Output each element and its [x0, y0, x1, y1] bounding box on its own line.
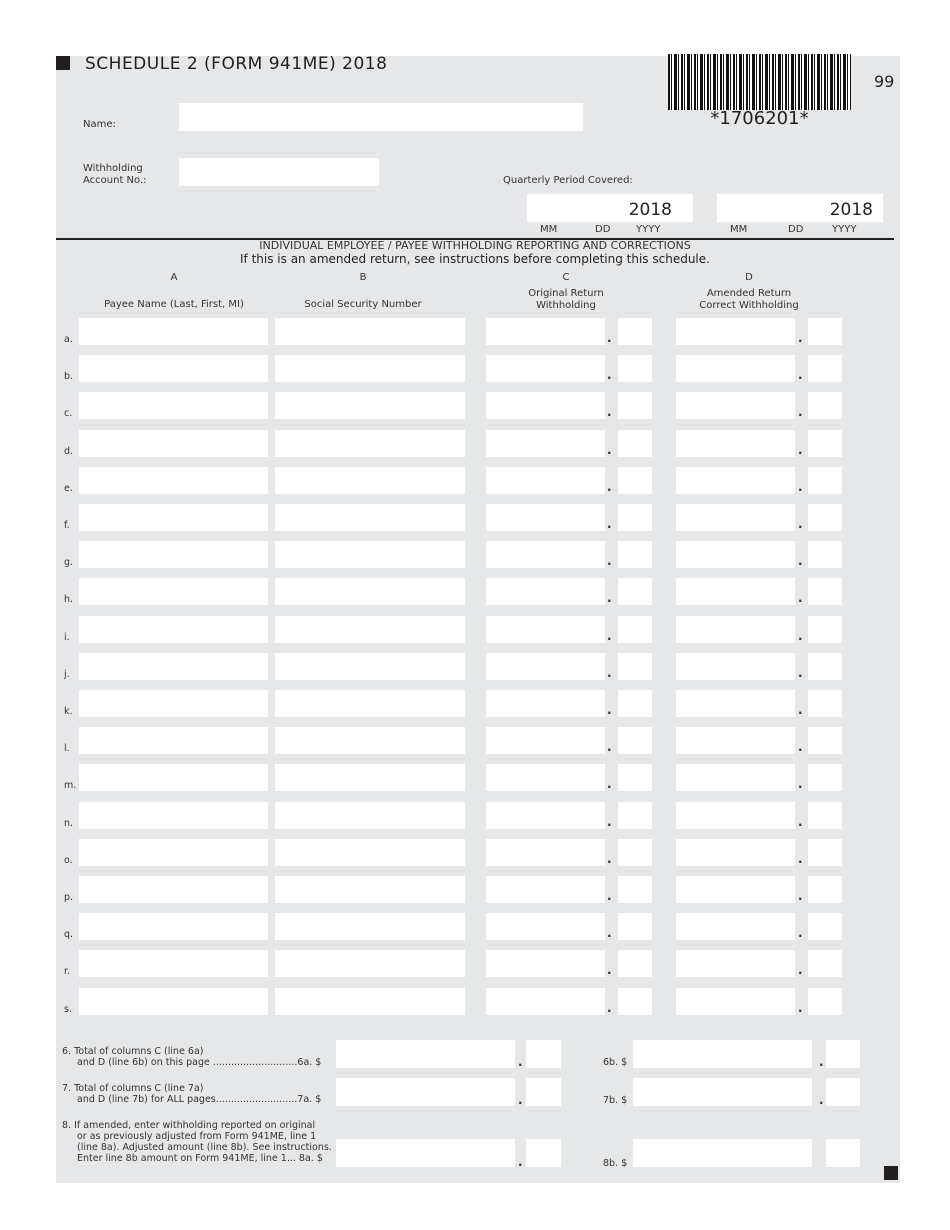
line-8b-dollars[interactable]: [633, 1139, 812, 1167]
original-withholding-dollars[interactable]: [486, 913, 605, 940]
original-withholding-dollars[interactable]: [486, 616, 605, 643]
line-8-text-4: Enter line 8b amount on Form 941ME, line 1... 8a. $: [77, 1153, 323, 1164]
withholding-label-line2: Account No.:: [83, 175, 147, 186]
original-withholding-dollars[interactable]: [486, 876, 605, 903]
original-withholding-decimal: .: [607, 591, 612, 605]
line-6a-cents[interactable]: [526, 1040, 561, 1068]
line-8b-cents[interactable]: [826, 1139, 860, 1167]
amended-withholding-dollars[interactable]: [676, 355, 795, 382]
line-6a-dollars[interactable]: [336, 1040, 515, 1068]
original-withholding-decimal: .: [607, 703, 612, 717]
registration-mark-bottom-right: [884, 1166, 898, 1180]
line-8a-dollars[interactable]: [336, 1139, 515, 1167]
amended-withholding-decimal: .: [798, 889, 803, 903]
form-title: SCHEDULE 2 (FORM 941ME) 2018: [85, 54, 388, 74]
line-6-label: [62, 1046, 321, 1068]
period-start-yyyy: YYYY: [636, 224, 661, 235]
original-withholding-cents[interactable]: [618, 727, 652, 754]
payee-name-field[interactable]: [79, 430, 268, 457]
original-withholding-decimal: .: [607, 554, 612, 568]
line-6-text-2: and D (line 6b) on this page ............................6a. $: [77, 1057, 322, 1068]
original-withholding-decimal: .: [607, 815, 612, 829]
ssn-field[interactable]: [275, 430, 465, 457]
amended-withholding-decimal: .: [798, 405, 803, 419]
original-withholding-decimal: .: [607, 405, 612, 419]
original-withholding-dollars[interactable]: [486, 541, 605, 568]
line-8a-cents[interactable]: [526, 1139, 561, 1167]
section-subtitle: If this is an amended return, see instructions before completing this schedule.: [240, 252, 710, 266]
row-label: i.: [64, 632, 70, 643]
line-6-text-1: 6. Total of columns C (line 6a): [62, 1046, 204, 1057]
original-withholding-cents[interactable]: [618, 764, 652, 791]
row-label: q.: [64, 929, 74, 940]
original-withholding-cents[interactable]: [618, 839, 652, 866]
original-withholding-cents[interactable]: [618, 467, 652, 494]
original-withholding-dollars[interactable]: [486, 802, 605, 829]
payee-name-field[interactable]: [79, 876, 268, 903]
original-withholding-cents[interactable]: [618, 430, 652, 457]
amended-withholding-cents[interactable]: [808, 392, 842, 419]
ssn-field[interactable]: [275, 541, 465, 568]
line-7-text-2: and D (line 7b) for ALL pages...........................7a. $: [77, 1094, 322, 1105]
line-7-text-1: 7. Total of columns C (line 7a): [62, 1083, 204, 1094]
period-end-yyyy: YYYY: [832, 224, 857, 235]
original-withholding-decimal: .: [607, 926, 612, 940]
original-withholding-dollars[interactable]: [486, 690, 605, 717]
ssn-field[interactable]: [275, 467, 465, 494]
original-withholding-cents[interactable]: [618, 988, 652, 1015]
original-withholding-decimal: .: [607, 629, 612, 643]
amended-withholding-dollars[interactable]: [676, 392, 795, 419]
line-6b-label: 6b. $: [603, 1057, 628, 1068]
ssn-field[interactable]: [275, 578, 465, 605]
original-withholding-cents[interactable]: [618, 913, 652, 940]
amended-withholding-dollars[interactable]: [676, 764, 795, 791]
amended-withholding-cents[interactable]: [808, 355, 842, 382]
payee-name-field[interactable]: [79, 950, 268, 977]
column-c-label-line1: Original Return: [528, 288, 604, 299]
ssn-field[interactable]: [275, 988, 465, 1015]
column-d-label-line1: Amended Return: [706, 288, 792, 299]
original-withholding-dollars[interactable]: [486, 839, 605, 866]
amended-withholding-dollars[interactable]: [676, 616, 795, 643]
line-8a-decimal: .: [518, 1155, 523, 1169]
ssn-field[interactable]: [275, 764, 465, 791]
amended-withholding-dollars[interactable]: [676, 727, 795, 754]
amended-withholding-decimal: .: [798, 368, 803, 382]
line-7b-dollars[interactable]: [633, 1078, 812, 1106]
amended-withholding-cents[interactable]: [808, 467, 842, 494]
ssn-field[interactable]: [275, 913, 465, 940]
payee-name-field[interactable]: [79, 467, 268, 494]
period-start-year: 2018: [628, 200, 672, 220]
payee-name-field[interactable]: [79, 578, 268, 605]
amended-withholding-cents[interactable]: [808, 913, 842, 940]
row-label: s.: [64, 1004, 72, 1015]
amended-withholding-dollars[interactable]: [676, 541, 795, 568]
amended-withholding-cents[interactable]: [808, 988, 842, 1015]
line-6a-decimal: .: [518, 1055, 523, 1069]
amended-withholding-decimal: .: [798, 666, 803, 680]
amended-withholding-dollars[interactable]: [676, 690, 795, 717]
amended-withholding-dollars[interactable]: [676, 950, 795, 977]
row-label: j.: [64, 669, 70, 680]
ssn-field[interactable]: [275, 392, 465, 419]
amended-withholding-dollars[interactable]: [676, 913, 795, 940]
amended-withholding-dollars[interactable]: [676, 504, 795, 531]
original-withholding-decimal: .: [607, 852, 612, 866]
original-withholding-dollars[interactable]: [486, 467, 605, 494]
amended-withholding-cents[interactable]: [808, 578, 842, 605]
column-c-letter: C: [562, 272, 570, 283]
amended-withholding-decimal: .: [798, 740, 803, 754]
amended-withholding-decimal: .: [798, 591, 803, 605]
original-withholding-dollars[interactable]: [486, 653, 605, 680]
amended-withholding-dollars[interactable]: [676, 988, 795, 1015]
row-label: b.: [64, 371, 74, 382]
amended-withholding-decimal: .: [798, 517, 803, 531]
payee-name-field[interactable]: [79, 318, 268, 345]
row-label: c.: [64, 408, 73, 419]
amended-withholding-cents[interactable]: [808, 839, 842, 866]
original-withholding-dollars[interactable]: [486, 355, 605, 382]
amended-withholding-decimal: .: [798, 554, 803, 568]
original-withholding-dollars[interactable]: [486, 764, 605, 791]
line-7b-cents[interactable]: [826, 1078, 860, 1106]
payee-name-field[interactable]: [79, 988, 268, 1015]
line-8-text-3: (line 8a). Adjusted amount (line 8b). See instructions.: [77, 1142, 332, 1153]
ssn-field[interactable]: [275, 318, 465, 345]
original-withholding-decimal: .: [607, 740, 612, 754]
payee-name-field[interactable]: [79, 802, 268, 829]
row-label: f.: [64, 520, 70, 531]
original-withholding-decimal: .: [607, 480, 612, 494]
row-label: d.: [64, 446, 74, 457]
row-label: a.: [64, 334, 73, 345]
original-withholding-dollars[interactable]: [486, 727, 605, 754]
amended-withholding-decimal: .: [798, 1001, 803, 1015]
row-label: n.: [64, 818, 74, 829]
row-label: g.: [64, 557, 74, 568]
original-withholding-decimal: .: [607, 777, 612, 791]
column-a-letter: A: [170, 272, 178, 283]
payee-name-field[interactable]: [79, 504, 268, 531]
amended-withholding-cents[interactable]: [808, 616, 842, 643]
original-withholding-cents[interactable]: [618, 578, 652, 605]
original-withholding-decimal: .: [607, 889, 612, 903]
line-7a-cents[interactable]: [526, 1078, 561, 1106]
period-end-mm: MM: [730, 224, 748, 235]
original-withholding-cents[interactable]: [618, 653, 652, 680]
original-withholding-cents[interactable]: [618, 504, 652, 531]
original-withholding-decimal: .: [607, 368, 612, 382]
row-label: p.: [64, 892, 74, 903]
row-label: l.: [64, 743, 70, 754]
payee-name-field[interactable]: [79, 653, 268, 680]
line-8b-label: 8b. $: [603, 1158, 628, 1169]
amended-withholding-decimal: .: [798, 703, 803, 717]
amended-withholding-dollars[interactable]: [676, 802, 795, 829]
withholding-label-line1: Withholding: [83, 163, 143, 174]
original-withholding-cents[interactable]: [618, 541, 652, 568]
quarterly-period-label: Quarterly Period Covered:: [503, 175, 633, 186]
row-label: e.: [64, 483, 73, 494]
ssn-field[interactable]: [275, 690, 465, 717]
amended-withholding-decimal: .: [798, 926, 803, 940]
original-withholding-decimal: .: [607, 331, 612, 345]
amended-withholding-dollars[interactable]: [676, 876, 795, 903]
amended-withholding-cents[interactable]: [808, 876, 842, 903]
amended-withholding-decimal: .: [798, 777, 803, 791]
amended-withholding-cents[interactable]: [808, 950, 842, 977]
original-withholding-cents[interactable]: [618, 876, 652, 903]
amended-withholding-cents[interactable]: [808, 802, 842, 829]
line-6b-dollars[interactable]: [633, 1040, 812, 1068]
column-c-label-line2: Withholding: [536, 300, 596, 311]
payee-name-field[interactable]: [79, 690, 268, 717]
original-withholding-dollars[interactable]: [486, 988, 605, 1015]
row-label: m.: [64, 780, 77, 791]
column-a-label: Payee Name (Last, First, MI): [104, 299, 244, 310]
payee-name-field[interactable]: [79, 355, 268, 382]
amended-withholding-dollars[interactable]: [676, 578, 795, 605]
original-withholding-cents[interactable]: [618, 392, 652, 419]
payee-name-field[interactable]: [79, 392, 268, 419]
original-withholding-cents[interactable]: [618, 950, 652, 977]
line-8-label: [62, 1120, 332, 1164]
original-withholding-cents[interactable]: [618, 318, 652, 345]
original-withholding-dollars[interactable]: [486, 950, 605, 977]
original-withholding-decimal: .: [607, 1001, 612, 1015]
original-withholding-cents[interactable]: [618, 802, 652, 829]
line-7b-label: 7b. $: [603, 1095, 628, 1106]
ssn-field[interactable]: [275, 504, 465, 531]
barcode-image: [668, 54, 851, 110]
line-6b-cents[interactable]: [826, 1040, 860, 1068]
name-label: Name:: [83, 119, 116, 130]
amended-withholding-cents[interactable]: [808, 318, 842, 345]
amended-withholding-decimal: .: [798, 963, 803, 977]
amended-withholding-cents[interactable]: [808, 653, 842, 680]
payee-name-field[interactable]: [79, 616, 268, 643]
original-withholding-decimal: .: [607, 443, 612, 457]
amended-withholding-decimal: .: [798, 815, 803, 829]
ssn-field[interactable]: [275, 355, 465, 382]
original-withholding-dollars[interactable]: [486, 578, 605, 605]
column-c-label: [496, 288, 636, 312]
amended-withholding-dollars[interactable]: [676, 318, 795, 345]
amended-withholding-decimal: .: [798, 443, 803, 457]
column-d-label-line2: Correct Withholding: [699, 300, 799, 311]
column-b-label: Social Security Number: [304, 299, 422, 310]
original-withholding-dollars[interactable]: [486, 430, 605, 457]
line-7-label: [62, 1083, 321, 1105]
amended-withholding-dollars[interactable]: [676, 467, 795, 494]
payee-name-field[interactable]: [79, 727, 268, 754]
ssn-field[interactable]: [275, 839, 465, 866]
amended-withholding-cents[interactable]: [808, 690, 842, 717]
page-number: 99: [874, 72, 895, 91]
amended-withholding-cents[interactable]: [808, 764, 842, 791]
amended-withholding-dollars[interactable]: [676, 430, 795, 457]
row-label: h.: [64, 594, 74, 605]
ssn-field[interactable]: [275, 616, 465, 643]
ssn-field[interactable]: [275, 950, 465, 977]
amended-withholding-dollars[interactable]: [676, 653, 795, 680]
original-withholding-dollars[interactable]: [486, 318, 605, 345]
amended-withholding-dollars[interactable]: [676, 839, 795, 866]
original-withholding-decimal: .: [607, 666, 612, 680]
payee-name-field[interactable]: [79, 764, 268, 791]
ssn-field[interactable]: [275, 876, 465, 903]
amended-withholding-decimal: .: [798, 629, 803, 643]
amended-withholding-decimal: .: [798, 852, 803, 866]
amended-withholding-cents[interactable]: [808, 430, 842, 457]
period-end-dd: DD: [788, 224, 804, 235]
period-end-year: 2018: [829, 200, 873, 220]
line-8-text-1: 8. If amended, enter withholding reported on original: [62, 1120, 316, 1131]
amended-withholding-decimal: .: [798, 480, 803, 494]
amended-withholding-cents[interactable]: [808, 727, 842, 754]
original-withholding-dollars[interactable]: [486, 504, 605, 531]
original-withholding-cents[interactable]: [618, 355, 652, 382]
row-label: k.: [64, 706, 73, 717]
line-6b-decimal: .: [819, 1055, 824, 1069]
line-7a-dollars[interactable]: [336, 1078, 515, 1106]
payee-name-field[interactable]: [79, 913, 268, 940]
withholding-account-field[interactable]: [179, 158, 379, 186]
row-label: r.: [64, 966, 71, 977]
ssn-field[interactable]: [275, 727, 465, 754]
ssn-field[interactable]: [275, 802, 465, 829]
original-withholding-dollars[interactable]: [486, 392, 605, 419]
original-withholding-cents[interactable]: [618, 690, 652, 717]
line-7a-decimal: .: [518, 1093, 523, 1107]
column-b-letter: B: [359, 272, 367, 283]
row-label: o.: [64, 855, 73, 866]
amended-withholding-cents[interactable]: [808, 504, 842, 531]
original-withholding-decimal: .: [607, 963, 612, 977]
amended-withholding-decimal: .: [798, 331, 803, 345]
column-d-label: [674, 288, 824, 312]
period-start-mm: MM: [540, 224, 558, 235]
name-field[interactable]: [179, 103, 583, 131]
original-withholding-cents[interactable]: [618, 616, 652, 643]
payee-name-field[interactable]: [79, 839, 268, 866]
original-withholding-decimal: .: [607, 517, 612, 531]
period-start-dd: DD: [595, 224, 611, 235]
line-7b-decimal: .: [819, 1093, 824, 1107]
line-8-text-2: or as previously adjusted from Form 941ME, line 1: [77, 1131, 317, 1142]
ssn-field[interactable]: [275, 653, 465, 680]
registration-mark-top-left: [56, 56, 70, 70]
withholding-account-label: [83, 163, 147, 187]
barcode-text: *1706201*: [710, 108, 809, 129]
amended-withholding-cents[interactable]: [808, 541, 842, 568]
payee-name-field[interactable]: [79, 541, 268, 568]
column-d-letter: D: [745, 272, 753, 283]
section-title: INDIVIDUAL EMPLOYEE / PAYEE WITHHOLDING REPORTING AND CORRECTIONS: [259, 239, 691, 252]
